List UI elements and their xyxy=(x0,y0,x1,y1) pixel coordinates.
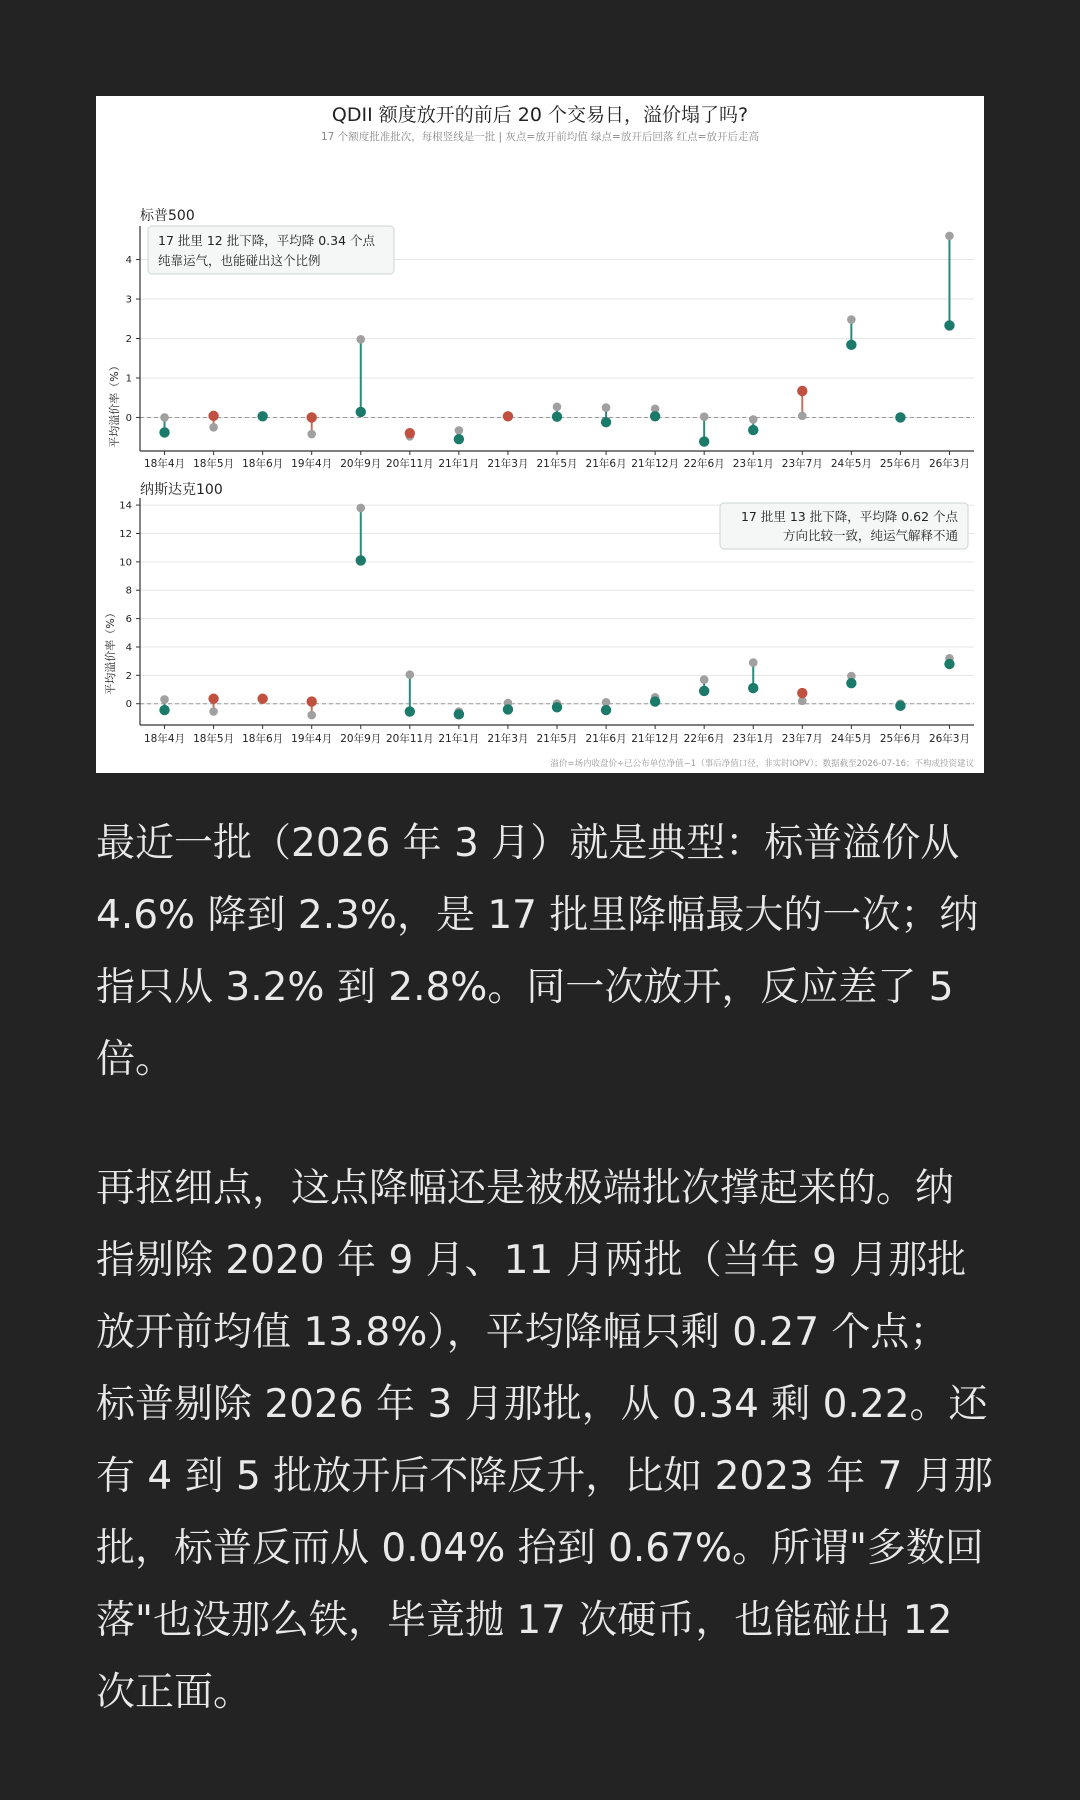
y-tick-label: 0 xyxy=(125,412,132,424)
before-point xyxy=(160,413,169,422)
before-point xyxy=(455,426,464,435)
y-tick-label: 0 xyxy=(125,699,132,711)
before-point xyxy=(798,412,807,421)
before-point xyxy=(406,670,415,679)
after-point xyxy=(650,411,660,421)
article-line: 指剔除 2020 年 9 月、11 月两批（当年 9 月那批 xyxy=(96,1238,967,1283)
x-tick-label: 18年4月 xyxy=(144,458,186,470)
x-tick-label: 21年6月 xyxy=(585,733,627,745)
after-point xyxy=(601,417,611,427)
before-point xyxy=(945,232,954,241)
annotation-line-1: 17 批里 12 批下降，平均降 0.34 个点 xyxy=(158,233,376,248)
x-tick-label: 18年6月 xyxy=(242,458,284,470)
x-tick-label: 21年12月 xyxy=(631,458,679,470)
annotation-line-1: 17 批里 13 批下降，平均降 0.62 个点 xyxy=(740,509,958,524)
article-line: 标普剔除 2026 年 3 月那批，从 0.34 剩 0.22。还 xyxy=(96,1382,988,1427)
ylabel-sp500: 平均溢价率（%） xyxy=(108,360,121,448)
y-tick-label: 3 xyxy=(125,294,132,306)
after-point xyxy=(159,427,169,437)
x-tick-label: 26年3月 xyxy=(928,458,970,470)
y-tick-label: 8 xyxy=(125,585,132,597)
x-tick-label: 21年5月 xyxy=(536,733,578,745)
after-point xyxy=(650,696,660,706)
x-tick-label: 23年1月 xyxy=(732,458,774,470)
x-tick-label: 22年6月 xyxy=(683,733,725,745)
figure-subtitle: 17 个额度批准批次，每根竖线是一批 | 灰点=放开前均值 绿点=放开后回落 红点=放开后走高 xyxy=(321,131,759,143)
after-point xyxy=(307,412,317,422)
after-point xyxy=(503,704,513,714)
article-line: 次正面。 xyxy=(96,1670,253,1715)
article-line: 落"也没那么铁，毕竟抛 17 次硬币，也能碰出 12 xyxy=(96,1598,953,1643)
x-tick-label: 18年4月 xyxy=(144,733,186,745)
y-tick-label: 14 xyxy=(119,500,132,512)
x-tick-label: 21年12月 xyxy=(631,733,679,745)
article-line: 放开前均值 13.8%），平均降幅只剩 0.27 个点； xyxy=(96,1310,949,1355)
before-point xyxy=(700,412,709,421)
y-tick-label: 12 xyxy=(119,528,132,540)
before-point xyxy=(553,402,562,411)
before-point xyxy=(209,707,218,716)
x-tick-label: 20年9月 xyxy=(340,733,382,745)
x-tick-label: 24年5月 xyxy=(830,458,872,470)
x-tick-label: 23年7月 xyxy=(781,733,823,745)
after-point xyxy=(208,694,218,704)
article-body xyxy=(96,808,993,1786)
after-point xyxy=(159,705,169,715)
x-tick-label: 19年4月 xyxy=(291,458,333,470)
annotation-line-2: 纯靠运气，也能碰出这个比例 xyxy=(158,253,321,268)
x-tick-label: 25年6月 xyxy=(879,733,921,745)
x-tick-label: 21年3月 xyxy=(487,458,529,470)
before-point xyxy=(307,430,316,439)
annotation-line-2: 方向比较一致，纯运气解释不通 xyxy=(782,528,958,543)
annotation-box-sp500 xyxy=(148,226,394,274)
after-point xyxy=(454,434,464,444)
figure-title: QDII 额度放开的前后 20 个交易日，溢价塌了吗? xyxy=(331,104,749,126)
x-tick-label: 21年1月 xyxy=(438,733,480,745)
after-point xyxy=(257,411,267,421)
panel-title-sp500: 标普500 xyxy=(140,208,195,224)
after-point xyxy=(895,701,905,711)
y-tick-label: 2 xyxy=(125,670,132,682)
article-paragraph xyxy=(96,1153,993,1729)
after-point xyxy=(257,694,267,704)
after-point xyxy=(552,411,562,421)
before-point xyxy=(356,335,365,344)
x-tick-label: 23年1月 xyxy=(732,733,774,745)
article-line: 批，标普反而从 0.04% 抬到 0.67%。所谓"多数回 xyxy=(96,1526,984,1571)
x-tick-label: 26年3月 xyxy=(928,733,970,745)
y-tick-label: 4 xyxy=(125,255,132,267)
article-line: 最近一批（2026 年 3 月）就是典型：标普溢价从 xyxy=(96,821,960,866)
after-point xyxy=(601,705,611,715)
after-point xyxy=(748,425,758,435)
after-point xyxy=(454,709,464,719)
panel-title-ndx100: 纳斯达克100 xyxy=(140,482,223,498)
after-point xyxy=(895,412,905,422)
x-tick-label: 18年5月 xyxy=(193,458,235,470)
after-point xyxy=(797,386,807,396)
x-tick-label: 21年6月 xyxy=(585,458,627,470)
after-point xyxy=(208,411,218,421)
before-point xyxy=(602,403,611,412)
chart-svg xyxy=(96,96,984,773)
x-tick-label: 20年9月 xyxy=(340,458,382,470)
before-point xyxy=(749,658,758,667)
x-tick-label: 20年11月 xyxy=(385,733,434,745)
article-line: 有 4 到 5 批放开后不降反升，比如 2023 年 7 月那 xyxy=(96,1454,993,1499)
y-tick-label: 6 xyxy=(125,614,132,626)
after-point xyxy=(944,320,954,330)
article-line: 4.6% 降到 2.3%，是 17 批里降幅最大的一次；纳 xyxy=(96,893,979,938)
after-point xyxy=(699,436,709,446)
y-tick-label: 10 xyxy=(119,557,132,569)
article-line: 再抠细点，这点降幅还是被极端批次撑起来的。纳 xyxy=(96,1166,955,1211)
after-point xyxy=(748,683,758,693)
after-point xyxy=(307,696,317,706)
x-tick-label: 19年4月 xyxy=(291,733,333,745)
after-point xyxy=(552,702,562,712)
before-point xyxy=(209,423,218,432)
after-point xyxy=(405,706,415,716)
chart-figure xyxy=(96,96,984,773)
before-point xyxy=(356,504,365,513)
after-point xyxy=(846,678,856,688)
after-point xyxy=(699,686,709,696)
ylabel-ndx100: 平均溢价率（%） xyxy=(104,607,117,695)
y-tick-label: 4 xyxy=(125,642,132,654)
x-tick-label: 22年6月 xyxy=(683,458,725,470)
after-point xyxy=(503,411,513,421)
article-line: 倍。 xyxy=(96,1037,175,1082)
x-tick-label: 25年6月 xyxy=(879,458,921,470)
x-tick-label: 21年3月 xyxy=(487,733,529,745)
x-tick-label: 18年5月 xyxy=(193,733,235,745)
before-point xyxy=(700,675,709,684)
before-point xyxy=(847,315,856,324)
x-tick-label: 21年5月 xyxy=(536,458,578,470)
before-point xyxy=(307,711,316,720)
x-tick-label: 21年1月 xyxy=(438,458,480,470)
before-point xyxy=(160,695,169,704)
x-tick-label: 24年5月 xyxy=(830,733,872,745)
article-line: 指只从 3.2% 到 2.8%。同一次放开，反应差了 5 xyxy=(96,965,954,1010)
y-tick-label: 1 xyxy=(125,373,132,385)
article-paragraph xyxy=(96,808,984,1096)
annotation-box-ndx100 xyxy=(720,503,968,549)
after-point xyxy=(797,688,807,698)
x-tick-label: 23年7月 xyxy=(781,458,823,470)
y-tick-label: 2 xyxy=(125,334,132,345)
after-point xyxy=(944,659,954,669)
x-tick-label: 18年6月 xyxy=(242,733,284,745)
before-point xyxy=(749,415,758,424)
after-point xyxy=(356,555,366,565)
x-tick-label: 20年11月 xyxy=(385,458,434,470)
after-point xyxy=(846,340,856,350)
after-point xyxy=(405,428,415,438)
after-point xyxy=(356,407,366,417)
figure-footnote: 溢价=场内收盘价÷已公布单位净值−1（事后净值口径，非实时IOPV）；数据截至2026-07-16；不构成投资建议 xyxy=(550,759,974,769)
